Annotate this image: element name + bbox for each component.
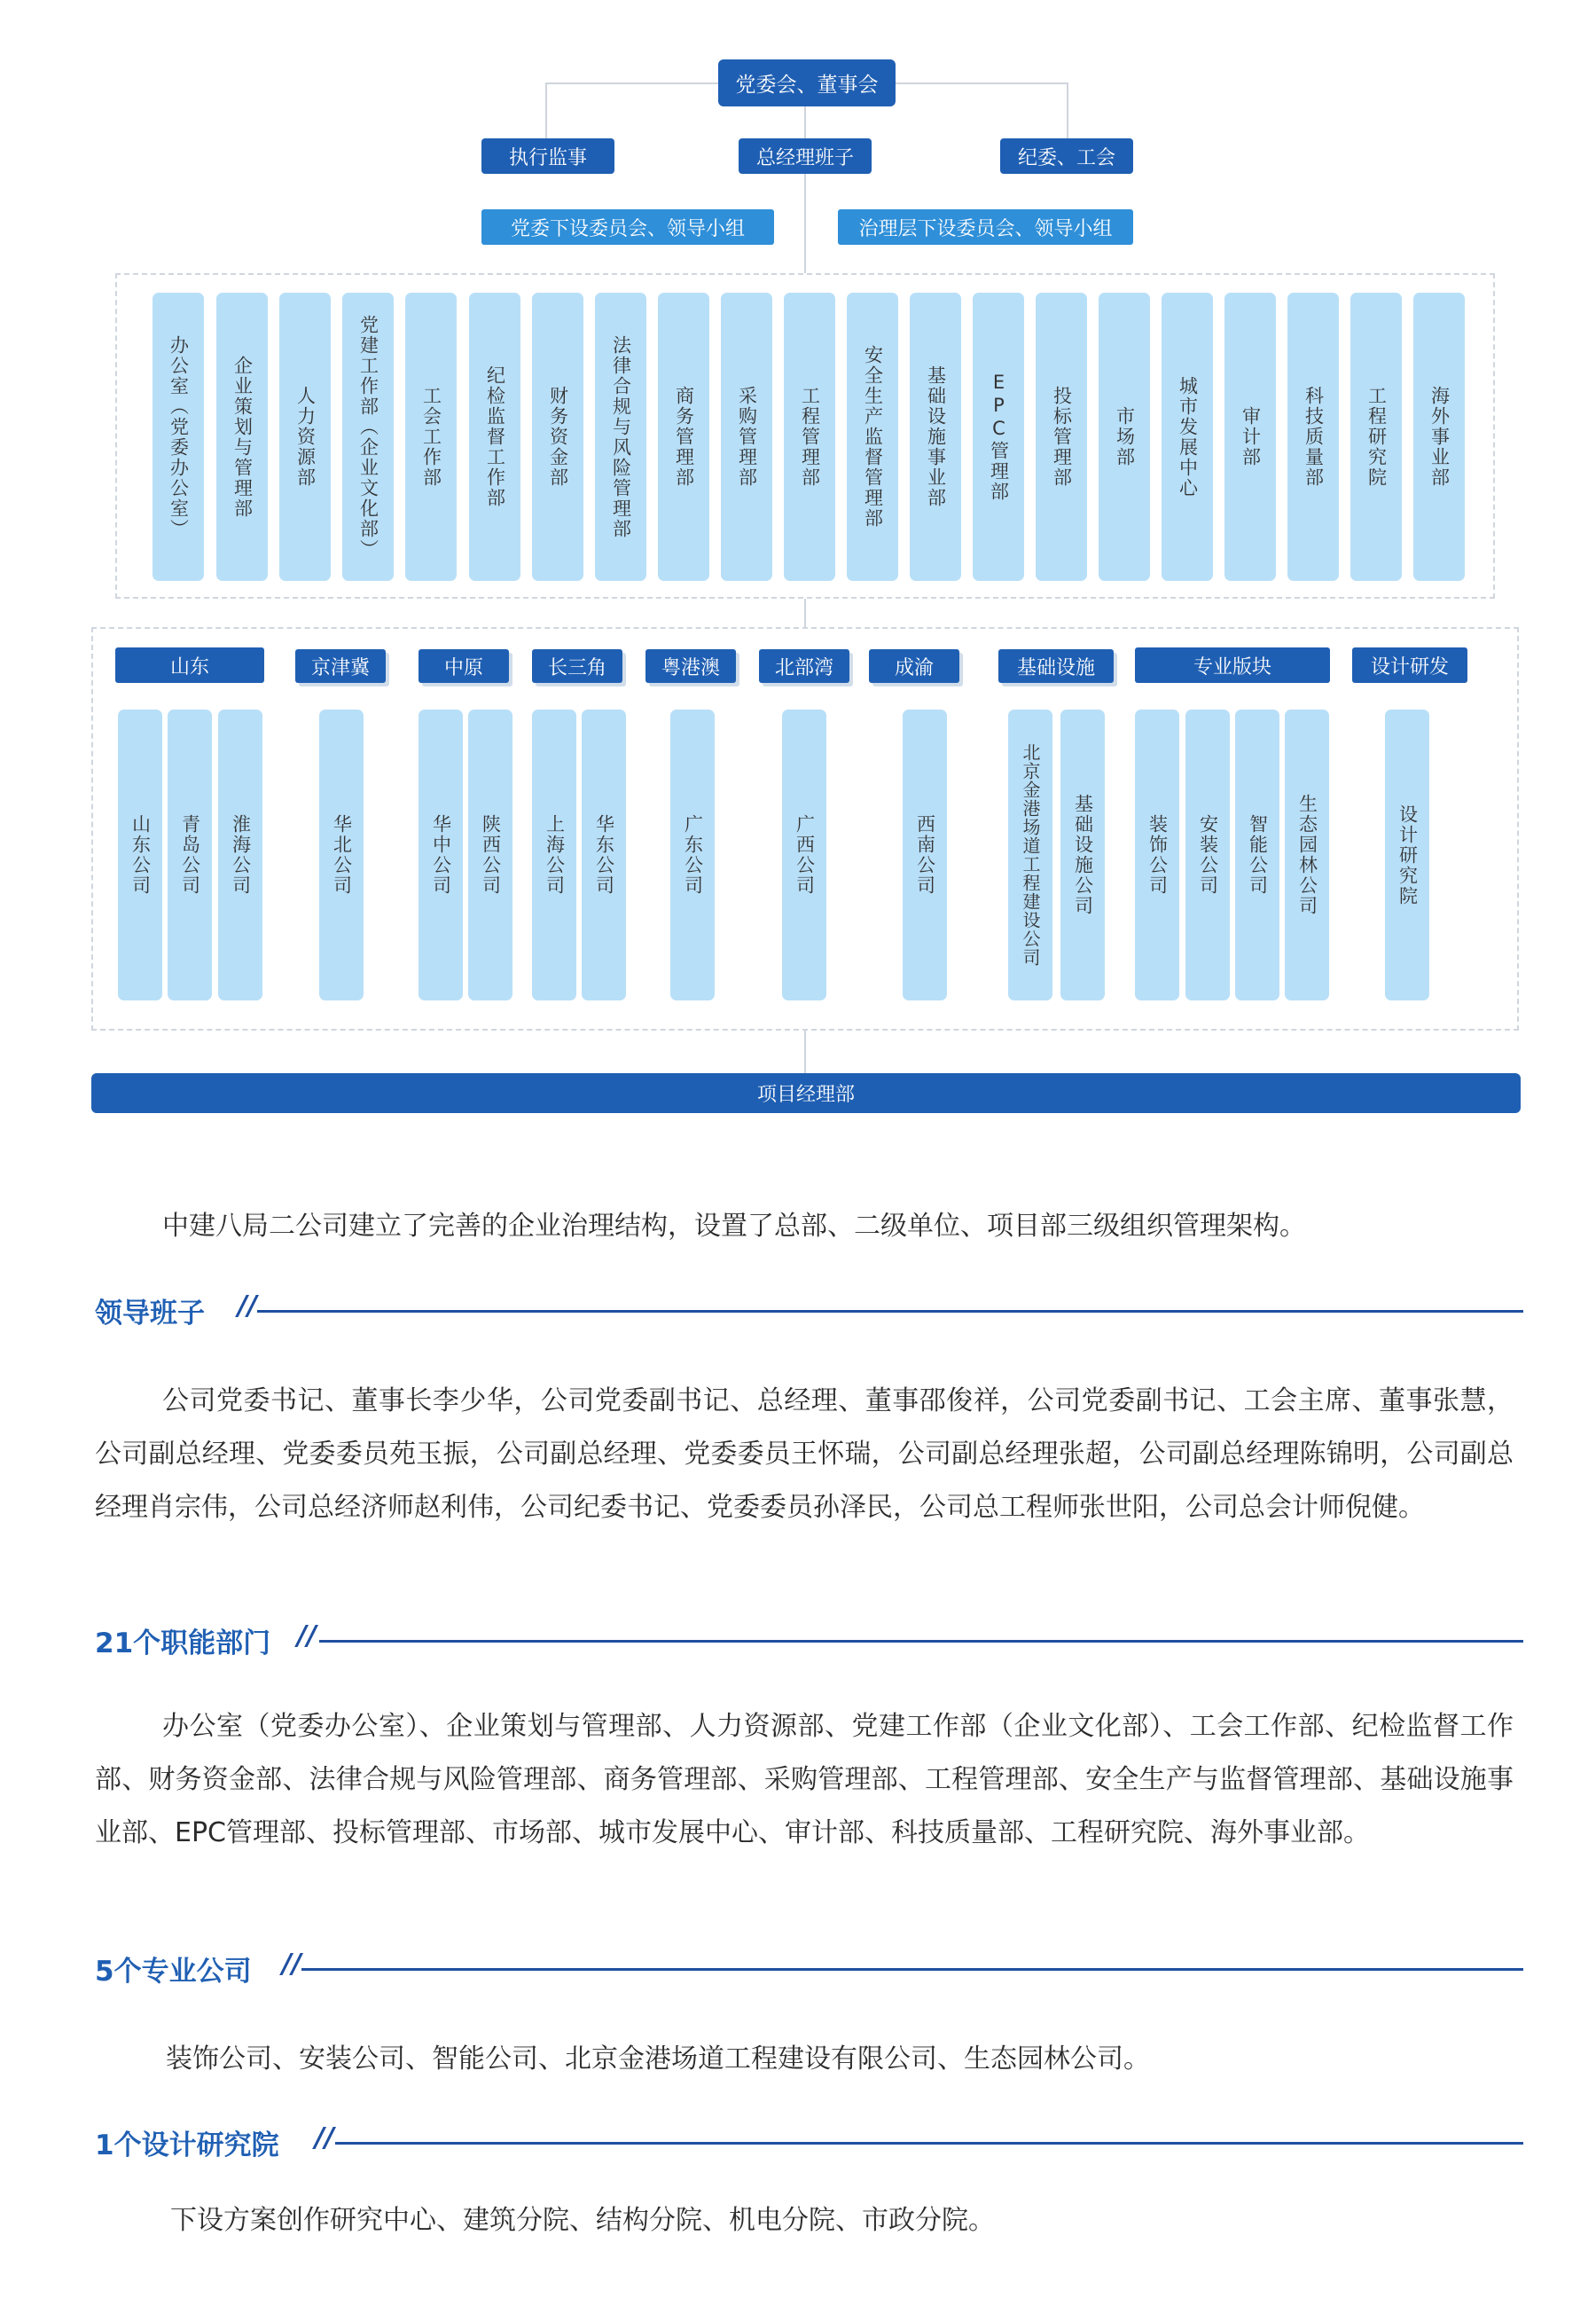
- dept-column: 纪检监督工作部: [469, 293, 520, 581]
- dept-column: 企业策划与管理部: [216, 293, 268, 581]
- section-rule: [319, 1640, 1523, 1643]
- dept-column: EPC管理部: [973, 293, 1024, 581]
- dept-column: 科技质量部: [1287, 293, 1339, 581]
- section-slash-mark: //: [282, 1949, 301, 1980]
- leadership-paragraph: 公司党委书记、董事长李少华，公司党委副书记、总经理、董事邵俊祥，公司党委副书记、工会主席、董事张慧，公司副总经理、党委委员苑玉振，公司副总经理、党委委员王怀瑞，公司副总经理张超，公司副总经理陈锦明，公司副总经理肖宗伟，公司总经济师赵利伟，公司纪委书记、党委委员孙泽民，公司总工程师张世阳，公司总会计师倪健。: [95, 1385, 1514, 1523]
- section-title-design: 1个设计研究院: [95, 2130, 279, 2161]
- dept-column: 人力资源部: [279, 293, 331, 581]
- region-header-professional: 专业版块: [1135, 647, 1330, 683]
- section-slash-mark: //: [297, 1620, 317, 1651]
- board-box: 党委会、董事会: [718, 59, 896, 106]
- gm-team-box: 总经理班子: [739, 138, 872, 174]
- company-column: 装饰公司: [1135, 710, 1179, 1000]
- company-column: 淮海公司: [218, 710, 262, 1000]
- company-column: 西南公司: [903, 710, 947, 1000]
- region-header-beibuwan: 北部湾: [759, 649, 849, 683]
- region-header-chengyu: 成渝: [869, 649, 959, 683]
- region-header-infra: 基础设施: [998, 649, 1114, 683]
- design-paragraph: 下设方案创作研究中心、建筑分院、结构分院、机电分院、市政分院。: [170, 2205, 995, 2236]
- dept-column: 工程管理部: [784, 293, 835, 581]
- dept-column: 商务管理部: [658, 293, 709, 581]
- connector-top-right: [896, 82, 1068, 84]
- professional-paragraph: 装饰公司、安装公司、智能公司、北京金港场道工程建设有限公司、生态园林公司。: [166, 2043, 1150, 2075]
- functional-paragraph: 办公室（党委办公室）、企业策划与管理部、人力资源部、党建工作部（企业文化部）、工会工作部、纪检监督工作部、财务资金部、法律合规与风险管理部、商务管理部、采购管理部、工程管理部、安全生产与监督管理部、基础设施事业部、EPC管理部、投标管理部、市场部、城市发展中心、审计部、科技质量部、工程研究院、海外事业部。: [95, 1711, 1514, 1848]
- intro-paragraph: 中建八局二公司建立了完善的企业治理结构，设置了总部、二级单位、项目部三级组织管理架构。: [162, 1211, 1306, 1242]
- connector-regions-project: [804, 1031, 806, 1073]
- dept-column: 安全生产监督管理部: [847, 293, 898, 581]
- discipline-box: 纪委、工会: [1000, 138, 1133, 174]
- connector-depts-regions: [804, 599, 806, 629]
- section-slash-mark: //: [315, 2122, 334, 2153]
- connector-top-left: [545, 82, 718, 84]
- region-header-yuegangao: 粤港澳: [645, 649, 736, 683]
- dept-column: 工会工作部: [405, 293, 457, 581]
- dept-column: 审计部: [1224, 293, 1276, 581]
- section-title-leadership: 领导班子: [95, 1298, 205, 1329]
- region-header-design: 设计研发: [1352, 647, 1467, 683]
- dept-column: 财务资金部: [532, 293, 583, 581]
- dept-column: 市场部: [1099, 293, 1150, 581]
- dept-column: 工程研究院: [1350, 293, 1402, 581]
- project-dept-bar: 项目经理部: [91, 1073, 1521, 1113]
- section-slash-mark: //: [238, 1290, 257, 1322]
- company-column: 青岛公司: [168, 710, 212, 1000]
- party-committees-box: 党委下设委员会、领导小组: [481, 209, 774, 245]
- section-title-professional: 5个专业公司: [95, 1956, 252, 1988]
- region-header-shandong: 山东: [115, 647, 264, 683]
- company-column: 智能公司: [1235, 710, 1279, 1000]
- company-column: 华北公司: [319, 710, 364, 1000]
- connector-board-gm: [804, 106, 806, 138]
- dept-column: 采购管理部: [721, 293, 772, 581]
- region-header-changsanjiao: 长三角: [532, 649, 622, 683]
- dept-column: 党建工作部（企业文化部）: [342, 293, 394, 581]
- company-column: 北京金港场道工程建设公司: [1008, 710, 1052, 1000]
- company-column: 广东公司: [670, 710, 715, 1000]
- region-header-jingjinji: 京津冀: [295, 649, 386, 683]
- company-column: 上海公司: [532, 710, 576, 1000]
- dept-column: 投标管理部: [1036, 293, 1087, 581]
- company-column: 广西公司: [782, 710, 826, 1000]
- dept-column: 海外事业部: [1413, 293, 1465, 581]
- supervisor-box: 执行监事: [481, 138, 614, 174]
- connector-gm-depts: [804, 174, 806, 273]
- company-column: 生态园林公司: [1285, 710, 1329, 1000]
- section-rule: [257, 1310, 1523, 1313]
- section-rule: [301, 1968, 1523, 1971]
- dept-column: 基础设施事业部: [910, 293, 961, 581]
- region-header-zhongyuan: 中原: [419, 649, 509, 683]
- company-column: 基础设施公司: [1060, 710, 1105, 1000]
- company-column: 设计研究院: [1385, 710, 1429, 1000]
- company-column: 华东公司: [582, 710, 626, 1000]
- section-rule: [335, 2142, 1523, 2145]
- company-column: 陕西公司: [468, 710, 512, 1000]
- dept-column: 办公室（党委办公室）: [153, 293, 204, 581]
- dept-column: 法律合规与风险管理部: [595, 293, 646, 581]
- company-column: 华中公司: [419, 710, 463, 1000]
- company-column: 山东公司: [118, 710, 162, 1000]
- gov-committees-box: 治理层下设委员会、领导小组: [838, 209, 1133, 245]
- company-column: 安装公司: [1185, 710, 1230, 1000]
- section-title-functional: 21个职能部门: [95, 1628, 271, 1659]
- dept-column: 城市发展中心: [1162, 293, 1213, 581]
